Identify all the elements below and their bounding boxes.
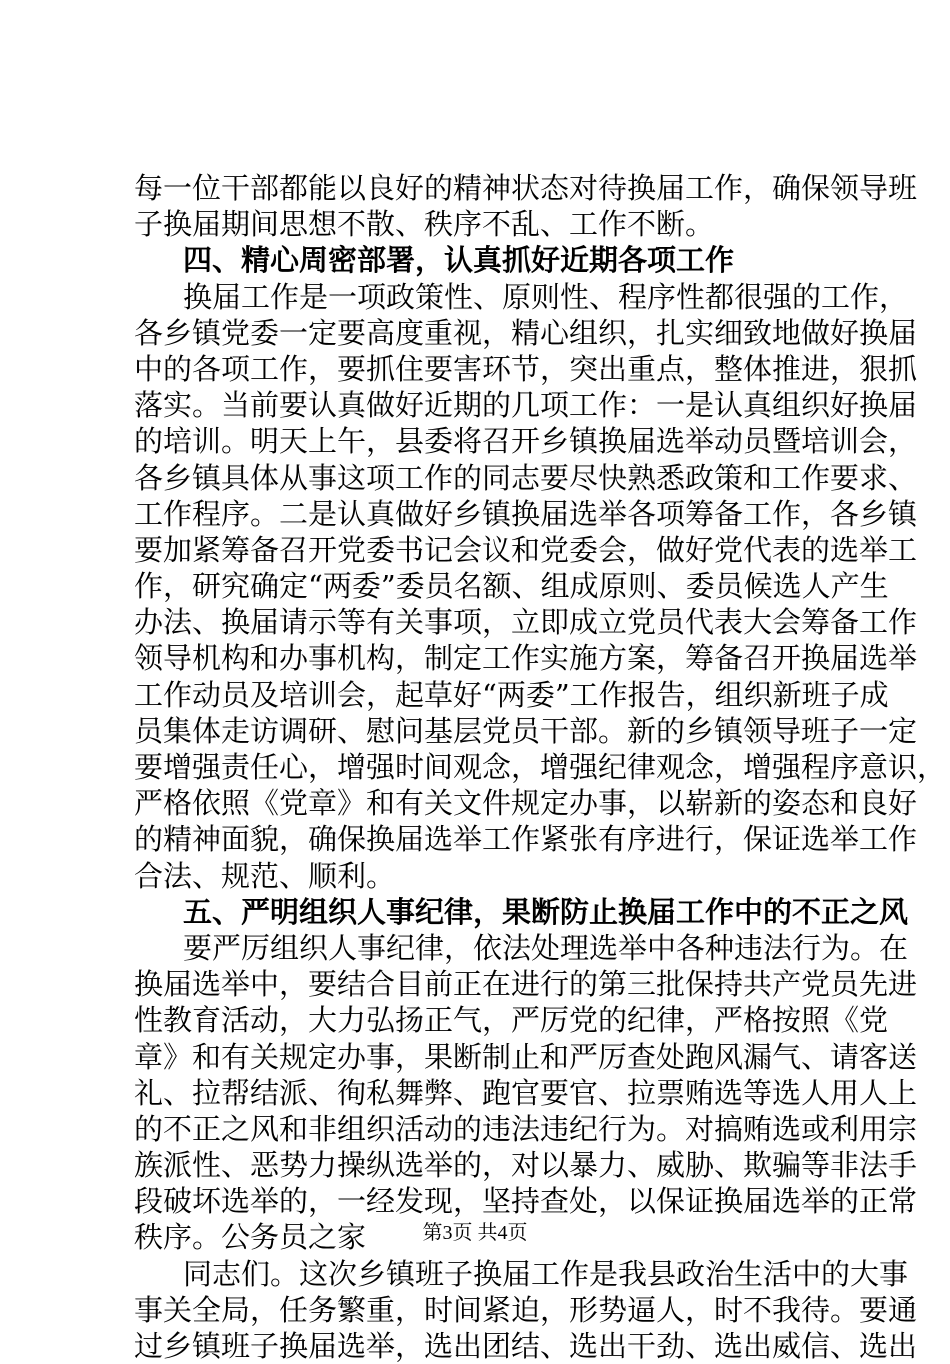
text-line: 同志们。这次乡镇班子换届工作是我县政治生活中的大事 xyxy=(183,1256,909,1291)
text-line: 落实。当前要认真做好近期的几项工作：一是认真组织好换届 xyxy=(134,388,918,423)
text-line: 合法、规范、顺利。 xyxy=(134,858,396,893)
text-line: 的不正之风和非组织活动的违法违纪行为。对搞贿选或利用宗 xyxy=(134,1111,918,1146)
section-heading: 四、精心周密部署，认真抓好近期各项工作 xyxy=(183,243,735,278)
text-line: 章》和有关规定办事，果断制止和严厉查处跑风漏气、请客送 xyxy=(134,1039,918,1074)
text-line: 要增强责任心，增强时间观念，增强纪律观念，增强程序意识， xyxy=(134,750,947,784)
text-line: 各乡镇党委一定要高度重视，精心组织，扎实细致地做好换届 xyxy=(134,315,918,350)
text-line: 性教育活动，大力弘扬正气，严厉党的纪律，严格按照《党 xyxy=(134,1003,889,1038)
text-line: 礼、拉帮结派、徇私舞弊、跑官要官、拉票贿选等选人用人上 xyxy=(134,1075,918,1110)
text-line: 的精神面貌，确保换届选举工作紧张有序进行，保证选举工作 xyxy=(134,822,918,857)
text-line: 族派性、恶势力操纵选举的，对以暴力、威胁、欺骗等非法手 xyxy=(134,1148,918,1183)
text-line: 秩序。公务员之家 xyxy=(134,1220,367,1255)
document-body xyxy=(134,170,947,1364)
text-line: 中的各项工作，要抓住要害环节，突出重点，整体推进，狠抓 xyxy=(134,351,918,386)
text-line: 要严厉组织人事纪律，依法处理选举中各种违法行为。在 xyxy=(183,930,909,965)
text-line: 作，研究确定“两委”委员名额、组成原则、委员候选人产生 xyxy=(134,569,889,604)
text-line: 办法、换届请示等有关事项，立即成立党员代表大会筹备工作 xyxy=(134,605,918,640)
text-line: 工作动员及培训会，起草好“两委”工作报告，组织新班子成 xyxy=(134,677,889,712)
text-line: 要加紧筹备召开党委书记会议和党委会，做好党代表的选举工 xyxy=(134,532,918,567)
section-heading: 五、严明组织人事纪律，果断防止换届工作中的不正之风 xyxy=(183,894,909,929)
text-line: 每一位干部都能以良好的精神状态对待换届工作，确保领导班 xyxy=(134,171,918,205)
text-line: 员集体走访调研、慰问基层党员干部。新的乡镇领导班子一定 xyxy=(134,713,918,748)
text-line: 过乡镇班子换届选举，选出团结、选出干劲、选出威信、选出 xyxy=(134,1329,918,1363)
page-footer: 第3页 共4页 xyxy=(422,1222,528,1244)
text-line: 领导机构和办事机构，制定工作实施方案，筹备召开换届选举 xyxy=(134,641,918,676)
text-line: 各乡镇具体从事这项工作的同志要尽快熟悉政策和工作要求、 xyxy=(134,460,918,495)
text-line: 事关全局，任务繁重，时间紧迫，形势逼人，时不我待。要通 xyxy=(134,1292,918,1327)
text-line: 的培训。明天上午，县委将召开乡镇换届选举动员暨培训会， xyxy=(134,424,918,459)
text-line: 严格依照《党章》和有关文件规定办事，以崭新的姿态和良好 xyxy=(134,786,918,821)
text-line: 换届选举中，要结合目前正在进行的第三批保持共产党员先进 xyxy=(134,967,918,1002)
text-line: 工作程序。二是认真做好乡镇换届选举各项筹备工作，各乡镇 xyxy=(134,496,918,531)
text-line: 换届工作是一项政策性、原则性、程序性都很强的工作， xyxy=(183,279,909,314)
text-line: 子换届期间思想不散、秩序不乱、工作不断。 xyxy=(134,207,715,242)
text-line: 段破坏选举的，一经发现，坚持查处，以保证换届选举的正常 xyxy=(134,1184,918,1219)
